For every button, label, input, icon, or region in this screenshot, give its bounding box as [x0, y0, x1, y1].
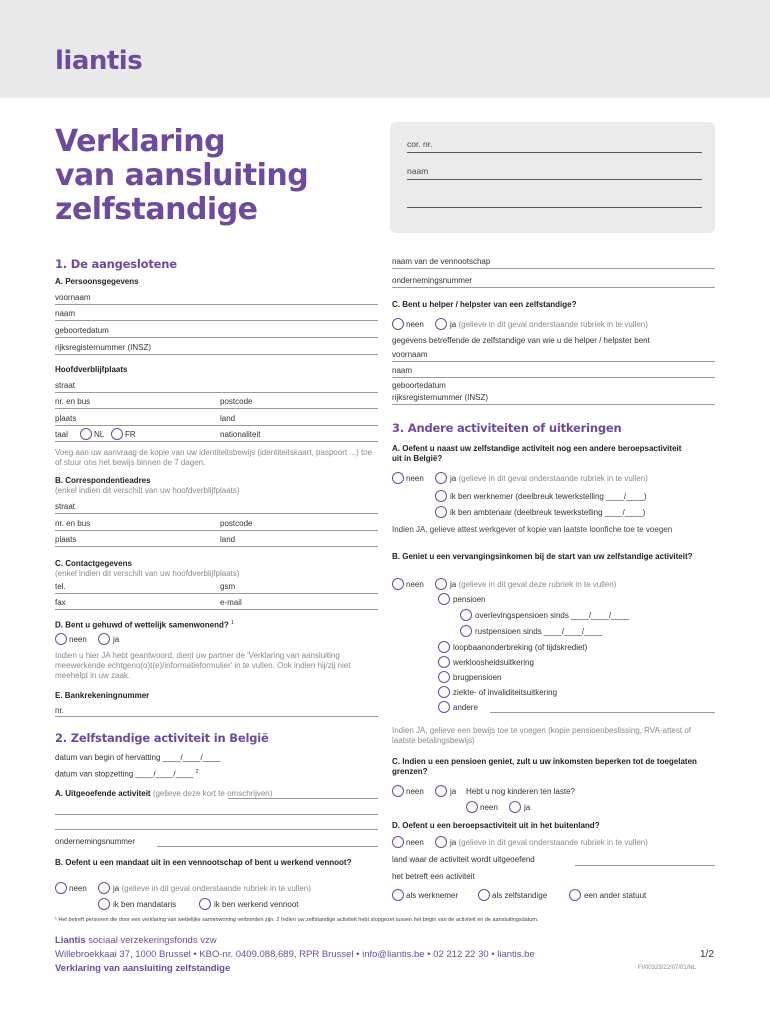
ziekte-label: ziekte- of invaliditeitsuitkering [453, 688, 558, 697]
uitgeoefende-heading: A. Uitgeoefende activiteit (gelieve deze kort te omschrijven) [55, 789, 273, 798]
taal-nl-label: NL [94, 430, 105, 439]
helper-sub: gegevens betreffende de zelfstandige van wie u de helper / helpster bent [392, 336, 650, 345]
helper-naam-input[interactable] [392, 377, 715, 378]
corr-nrbus-label: nr. en bus [55, 519, 91, 528]
correspondentie-heading: B. Correspondentieadres [55, 476, 151, 485]
corr-straat-input[interactable] [55, 513, 378, 514]
mandataris-label: ik ben mandataris [113, 900, 177, 909]
gehuwd-heading: D. Bent u gehuwd of wettelijk samenwonend? $^1$ [55, 620, 234, 630]
kinderen-neen-label: neen [480, 803, 498, 812]
buitenland-ja-label: ja (gelieve in dit geval onderstaande rubriek in te vullen) [450, 838, 648, 847]
liantis-logo: liantis [55, 46, 143, 76]
title-line-2: van aansluiting [55, 158, 309, 193]
contactgegevens-sub: (enkel indien dit verschilt van uw hoofdverblijfplaats) [55, 569, 240, 578]
buitenland-neen-label: neen [406, 838, 424, 847]
gsm-label: gsm [220, 582, 236, 591]
helper-naam-label: naam [392, 366, 413, 375]
helper-geboorte-label: geboortedatum [392, 381, 446, 390]
als-werknemer-label: als werknemer [406, 891, 459, 900]
andere-activiteit-heading: A. Oefent u naast uw zelfstandige activiteit nog een andere beroepsactiviteit uit in België? [392, 444, 682, 463]
office-use-box [390, 122, 715, 233]
helper-rijks-input[interactable] [392, 404, 715, 405]
mandaat-neen-label: neen [69, 884, 87, 893]
werkend-vennoot-radio[interactable] [199, 898, 211, 910]
id-note: Voeg aan uw aanvraag de kopie van uw identiteitsbewijs (identiteitskaart, paspoort ...) toe of stuur ons het bewijs binnen de 7 dagen. [55, 448, 373, 467]
fax-label: fax [55, 598, 66, 607]
gehuwd-ja-radio[interactable] [98, 633, 110, 645]
corr-nrbus-input[interactable] [55, 530, 378, 531]
mandaat-neen-radio[interactable] [55, 882, 67, 894]
postcode-label: postcode [220, 397, 253, 406]
overleving-label: overlevingspensioen sinds ____/____/____ [475, 611, 629, 620]
taal-fr-radio[interactable] [111, 428, 123, 440]
rustpensioen-label: rustpensioen sinds ____/____/____ [475, 627, 602, 636]
andere-ja-label: ja (gelieve in dit geval onderstaande rubriek in te vullen) [450, 474, 648, 483]
andere-uitkering-label: andere [453, 703, 478, 712]
form-code: FI/00323/22/07/01/NL [638, 965, 697, 971]
section-3-heading: 3. Andere activiteiten of uitkeringen [392, 421, 622, 435]
naam-input[interactable] [55, 320, 378, 321]
activiteit-input-3[interactable] [55, 829, 378, 830]
helper-rijks-label: rijksregisternummer (INSZ) [392, 393, 489, 402]
corr-land-label: land [220, 535, 236, 544]
bank-nr-label: nr. [55, 706, 64, 715]
tel-input[interactable] [55, 593, 378, 594]
pensioen-label: pensioen [453, 595, 486, 604]
voornaam-input[interactable] [55, 304, 378, 305]
footer-address: Willebroekkaai 37, 1000 Brussel • KBO-nr. 0409.088.689, RPR Brussel • info@liantis.be • 02 212 22 30 • liantis.be [55, 949, 535, 960]
page-title [55, 125, 308, 227]
overleving-radio[interactable] [460, 609, 472, 621]
loopbaan-label: loopbaanonderbreking (of tijdskrediet) [453, 643, 588, 652]
vervanging-neen-radio[interactable] [392, 578, 404, 590]
gehuwd-ja-label: ja [113, 635, 120, 644]
page-header [0, 0, 770, 98]
rustpensioen-radio[interactable] [460, 625, 472, 637]
taal-label: taal [55, 430, 68, 439]
grens-neen-label: neen [406, 787, 424, 796]
helper-ja-radio[interactable] [435, 318, 447, 330]
andere-neen-label: neen [406, 474, 424, 483]
plaats-land-input[interactable] [55, 425, 378, 426]
page-number: 1/2 [700, 949, 714, 960]
hoofdverblijfplaats-heading: Hoofdverblijfplaats [55, 365, 128, 374]
corr-plaats-input[interactable] [55, 546, 378, 547]
grens-ja-radio[interactable] [435, 785, 447, 797]
geboortedatum-label: geboortedatum [55, 326, 109, 335]
helper-neen-radio[interactable] [392, 318, 404, 330]
helper-ja-label: ja (gelieve in dit geval onderstaande rubriek in te vullen) [450, 320, 648, 329]
nationaliteit-label: nationaliteit [220, 430, 261, 439]
vervanging-ja-label: ja (gelieve in dit geval deze rubriek in te vullen) [450, 580, 617, 589]
betreft-label: het betreft een activiteit [392, 872, 475, 881]
ambtenaar-radio[interactable] [435, 506, 447, 518]
kinderen-neen-radio[interactable] [466, 801, 478, 813]
ondernemingsnummer-input[interactable] [157, 846, 378, 847]
cor-extra-field[interactable] [407, 194, 702, 208]
corr-straat-label: straat [55, 502, 76, 511]
werkloosheid-label: werkloosheidsuitkering [453, 658, 534, 667]
right-ondern-label: ondernemingsnummer [392, 276, 473, 285]
land-activiteit-input[interactable] [575, 865, 715, 866]
gehuwd-neen-radio[interactable] [55, 633, 67, 645]
werkend-vennoot-label: ik ben werkend vennoot [214, 900, 299, 909]
naam-vennootschap-input[interactable] [392, 268, 715, 269]
section-1-heading: 1. De aangeslotene [55, 257, 177, 271]
als-zelfstandige-radio[interactable] [478, 889, 490, 901]
helper-heading: C. Bent u helper / helpster van een zelfstandige? [392, 300, 577, 309]
title-line-1: Verklaring [55, 124, 226, 159]
ambtenaar-label: ik ben ambtenaar (deelbreuk tewerkstelling ____/____) [450, 508, 646, 517]
mandataris-radio[interactable] [98, 898, 110, 910]
nrbus-postcode-input[interactable] [55, 408, 378, 409]
corr-postcode-label: postcode [220, 519, 253, 528]
rijks-label: rijksregisternummer (INSZ) [55, 343, 152, 352]
werknemer-radio[interactable] [435, 490, 447, 502]
helper-voornaam-input[interactable] [392, 361, 715, 362]
nrbus-label: nr. en bus [55, 397, 91, 406]
geboortedatum-input[interactable] [55, 337, 378, 338]
mandaat-heading: B. Oefent u een mandaat uit in een vennootschap of bent u werkend vennoot? [55, 858, 352, 867]
kinderen-ja-radio[interactable] [509, 801, 521, 813]
kinderen-ja-label: ja [524, 803, 531, 812]
footnotes: ¹ Het betreft personen die door een verklaring van wettelijke samenwoning verbonden zijn. 2 Indien uw zelfstandige activiteit hebt stopgezet tussen het begin van de activiteit en de aansluitingsdatum. [55, 917, 539, 923]
correspondentie-sub: (enkel indien dit verschilt van uw hoofdverblijfplaats) [55, 486, 240, 495]
helper-neen-label: neen [406, 320, 424, 329]
andere-uitkering-radio[interactable] [438, 701, 450, 713]
voornaam-label: voornaam [55, 293, 91, 302]
vervanging-ja-radio[interactable] [435, 578, 447, 590]
bank-heading: E. Bankrekeningnummer [55, 691, 150, 700]
kinderen-label: Hebt u nog kinderen ten laste? [466, 787, 575, 796]
ziekte-radio[interactable] [438, 686, 450, 698]
werkgever-note: Indien JA, gelieve attest werkgever of kopie van laatste loonfiche toe te voegen [392, 525, 673, 534]
brugpensioen-label: brugpensioen [453, 673, 502, 682]
ander-statuut-label: een ander statuut [584, 891, 647, 900]
naam-label: naam [55, 309, 76, 318]
grens-ja-label: ja [450, 787, 457, 796]
cor-nr-field[interactable]: cor. nr. [407, 139, 702, 153]
straat-label: straat [55, 381, 76, 390]
fax-input[interactable] [55, 609, 378, 610]
taal-nl-radio[interactable] [80, 428, 92, 440]
buitenland-ja-radio[interactable] [435, 836, 447, 848]
nationaliteit-input[interactable] [55, 441, 378, 442]
title-line-3: zelfstandige [55, 192, 258, 227]
email-label: e-mail [220, 598, 242, 607]
land-activiteit-label: land waar de activiteit wordt uitgeoefend [392, 855, 535, 864]
brugpensioen-radio[interactable] [438, 671, 450, 683]
vervangingsinkomen-heading: B. Geniet u een vervangingsinkomen bij de start van uw zelfstandige activiteit? [392, 552, 693, 561]
activiteit-input-1[interactable] [228, 798, 378, 799]
rijks-input[interactable] [55, 354, 378, 355]
andere-neen-radio[interactable] [392, 472, 404, 484]
corr-plaats-label: plaats [55, 535, 77, 544]
andere-ja-radio[interactable] [435, 472, 447, 484]
footer-doc-title: Verklaring van aansluiting zelfstandige [55, 963, 231, 974]
ondernemingsnummer-label: ondernemingsnummer [55, 837, 136, 846]
als-zelfstandige-label: als zelfstandige [492, 891, 548, 900]
naam-vennootschap-label: naam van de vennootschap [392, 257, 491, 266]
partner-note: Indien u hier JA hebt geantwoord, dient uw partner de 'Verklaring van aansluiting meewerkende echtgeno(o)t(e)/informatieformulier' in te vullen. Ook indien hij/zij niet meehelpt in uw zaak. [55, 651, 351, 680]
werknemer-label: ik ben werknemer (deelbreuk tewerkstelling ____/____) [450, 492, 647, 501]
andere-uitkering-input[interactable] [490, 712, 715, 713]
pensioen-grens-heading: C. Indien u een pensioen geniet, zult u uw inkomsten beperken tot de toegelaten grenzen? [392, 757, 697, 776]
bewijs-note: Indien JA, gelieve een bewijs toe te voegen (kopie pensioenbeslissing, RVA-attest of laatste betalingsbewijs) [392, 726, 691, 745]
pensioen-radio[interactable] [438, 593, 450, 605]
loopbaan-radio[interactable] [438, 641, 450, 653]
mandaat-ja-radio[interactable] [98, 882, 110, 894]
ander-statuut-radio[interactable] [569, 889, 581, 901]
stop-label: datum van stopzetting ____/____/____ $^2$ [55, 769, 199, 779]
bank-nr-input[interactable] [55, 716, 378, 717]
contactgegevens-heading: C. Contactgegevens [55, 559, 132, 568]
werkloosheid-radio[interactable] [438, 656, 450, 668]
persoonsgegevens-heading: A. Persoonsgegevens [55, 277, 139, 286]
gehuwd-neen-label: neen [69, 635, 87, 644]
mandaat-ja-label: ja (gelieve in dit geval onderstaande rubriek in te vullen) [113, 884, 311, 893]
als-werknemer-radio[interactable] [392, 889, 404, 901]
footer-brand-line: Liantis sociaal verzekeringsfonds vzw [55, 935, 217, 946]
tel-label: tel. [55, 582, 66, 591]
taal-fr-label: FR [125, 430, 136, 439]
buitenland-neen-radio[interactable] [392, 836, 404, 848]
section-2-heading: 2. Zelfstandige activiteit in België [55, 731, 269, 745]
buitenland-heading: D. Oefent u een beroepsactiviteit uit in het buitenland? [392, 821, 600, 830]
vervanging-neen-label: neen [406, 580, 424, 589]
right-ondern-input[interactable] [392, 287, 715, 288]
cor-naam-field[interactable]: naam [407, 166, 702, 180]
activiteit-input-2[interactable] [55, 814, 378, 815]
straat-input[interactable] [55, 392, 378, 393]
land-label: land [220, 414, 236, 423]
helper-voornaam-label: voornaam [392, 350, 428, 359]
grens-neen-radio[interactable] [392, 785, 404, 797]
begin-label: datum van begin of hervatting ____/____/____ [55, 753, 221, 762]
plaats-label: plaats [55, 414, 77, 423]
